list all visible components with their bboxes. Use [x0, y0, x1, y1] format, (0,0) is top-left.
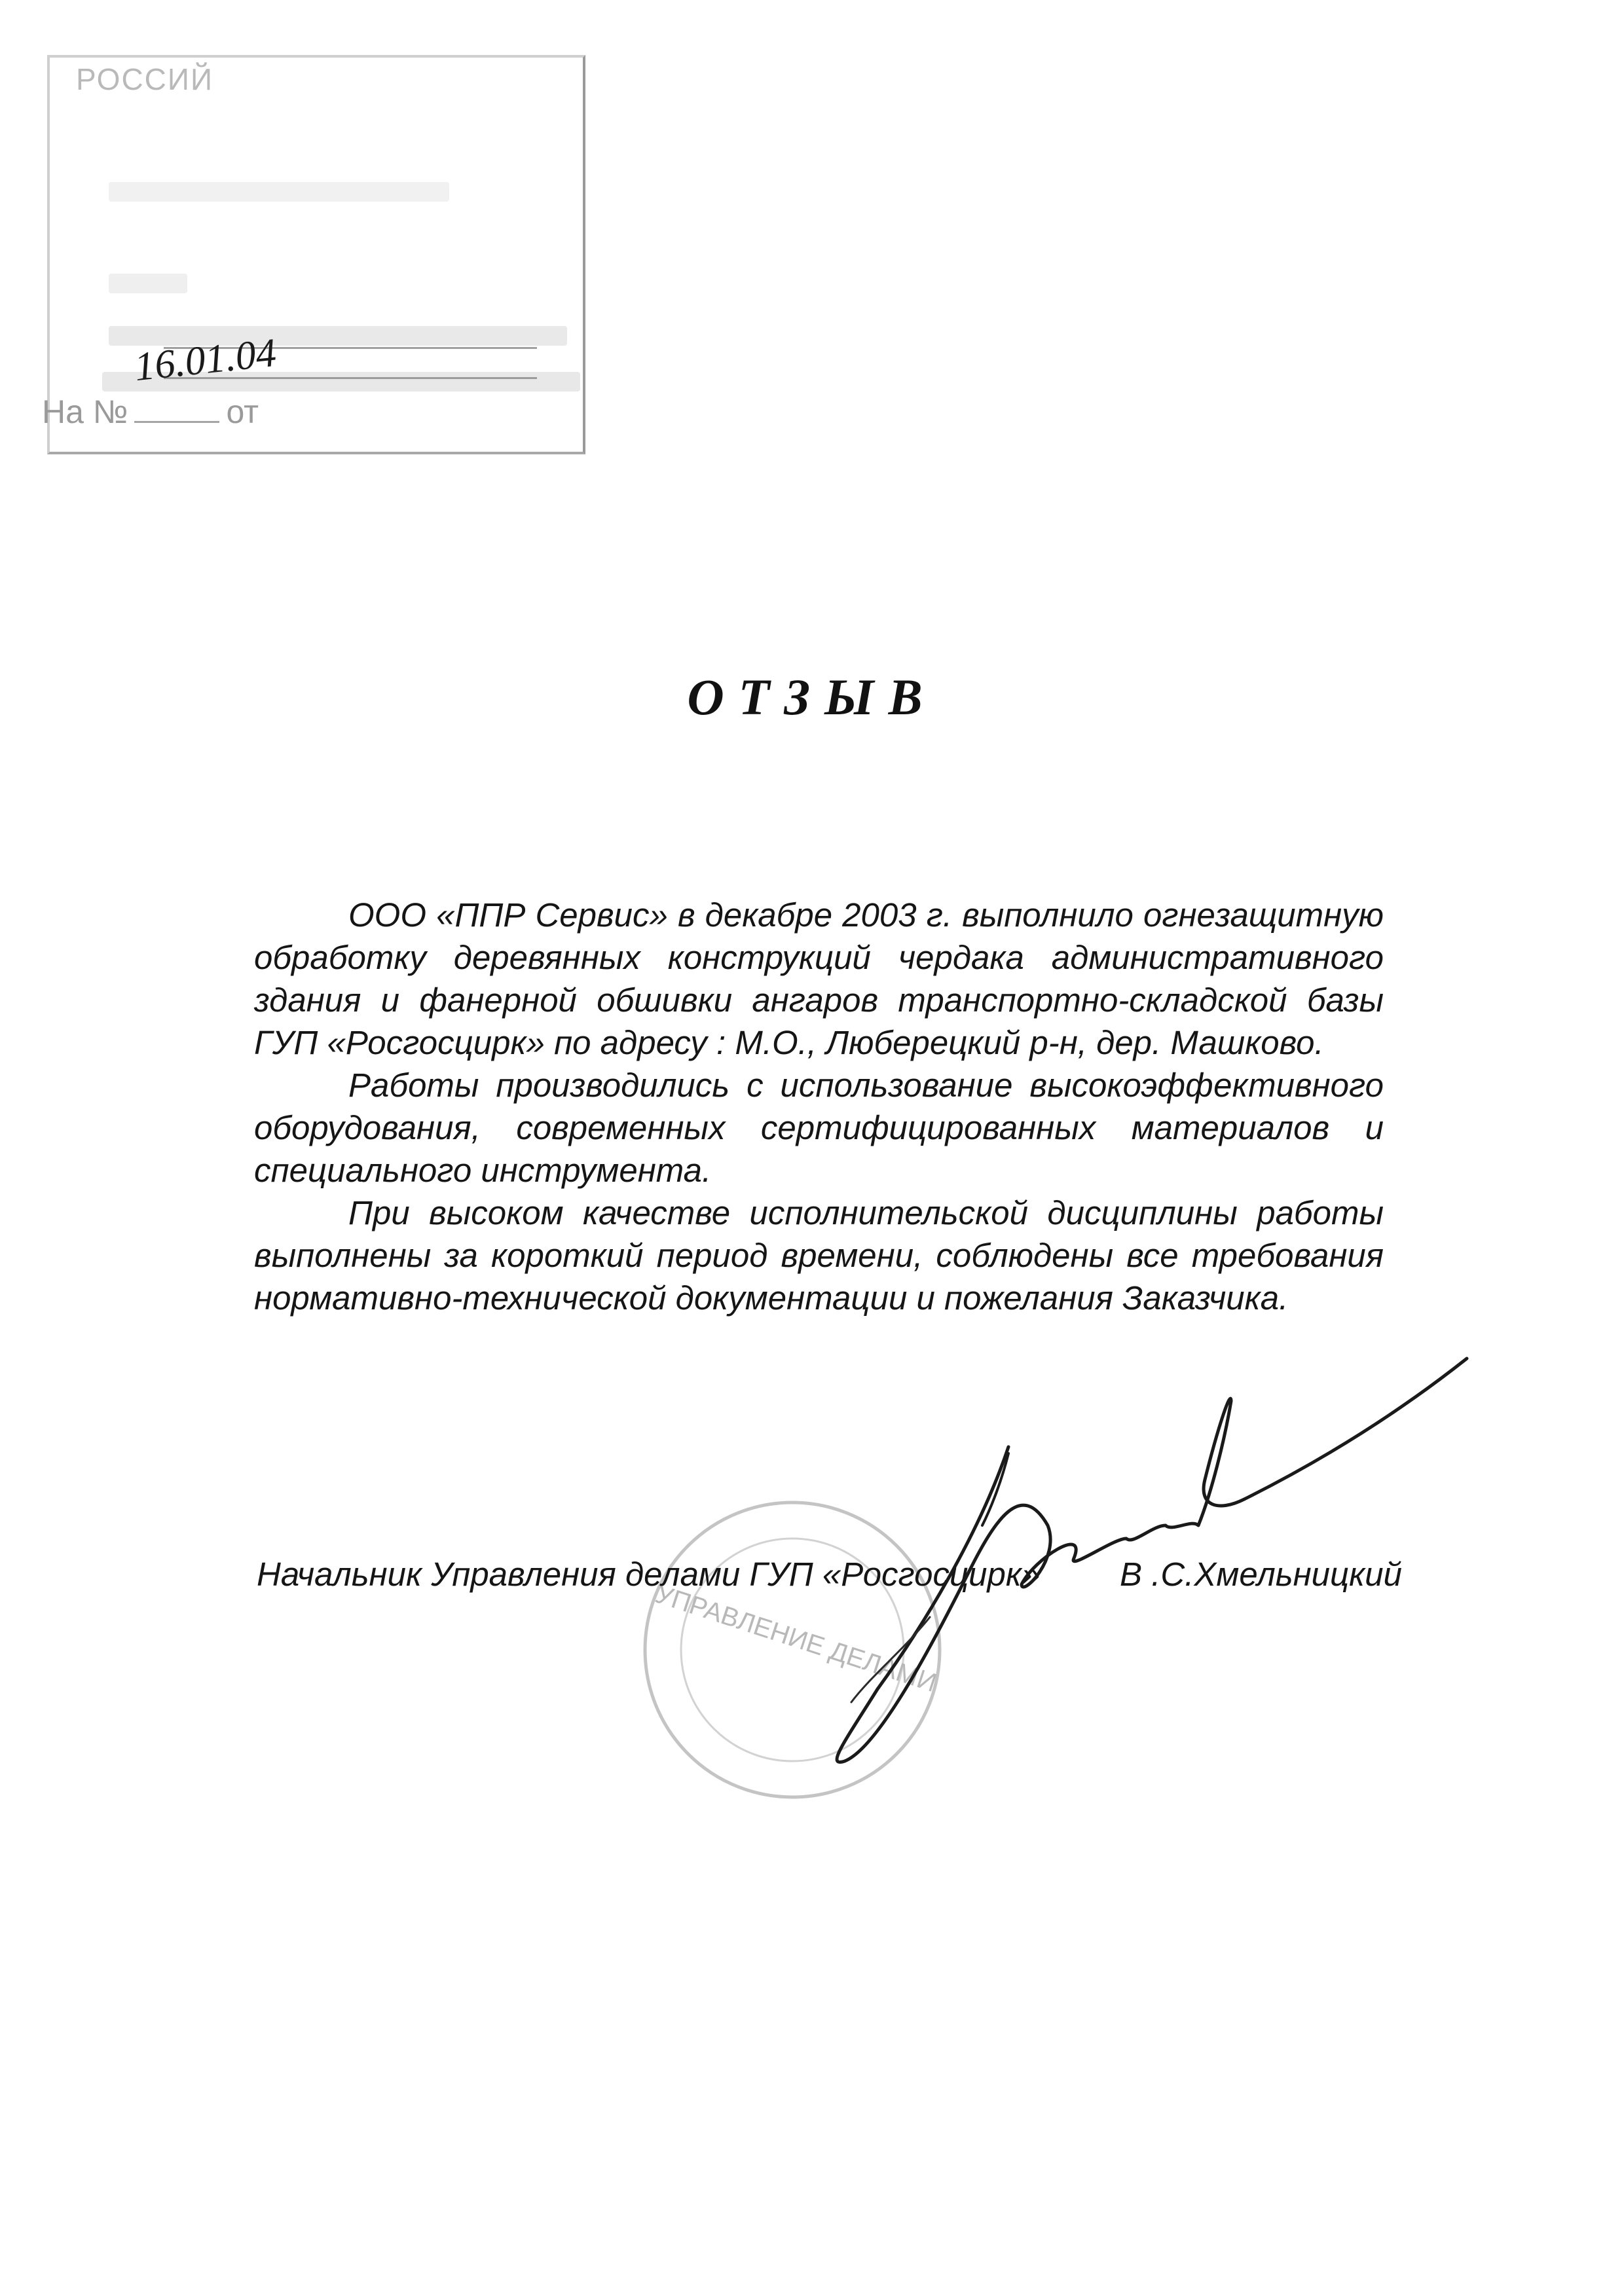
handwritten-date: 16.01.04 — [132, 330, 278, 390]
body-paragraph: При высоком качестве исполнительской дисциплины работы выполнены за короткий период времени, соблюдены все требования нормативно-технической документации и пожелания Заказчика. — [254, 1194, 1384, 1317]
reference-from-label: от — [226, 393, 259, 430]
letterhead-org-name: РОССИЙ — [76, 62, 214, 96]
seal-text: УПРАВЛЕНИЕ ДЕЛАМИ — [652, 1579, 940, 1698]
letterhead-faded-line — [109, 274, 187, 293]
document-body — [254, 894, 1384, 1319]
letterhead-reference — [42, 393, 259, 431]
signer-name: В .С.Хмельницкий — [1120, 1556, 1402, 1593]
document-title: ОТЗЫВ — [687, 668, 937, 725]
reference-number-label: На № — [42, 393, 128, 430]
official-seal — [638, 1496, 946, 1804]
body-paragraph: ООО «ППР Сервис» в декабре 2003 г. выполнило огнезащитную обработку деревянных конструкций чердака административного здания и фанерной обшивки ангаров транспортно-складской базы ГУП «Росгосцирк» по адресу : М.О., Люберецкий р-н, дер. Машково. — [254, 896, 1384, 1061]
reference-number-blank — [134, 421, 219, 423]
letterhead-faded-line — [109, 182, 449, 202]
signer-position: Начальник Управления делами ГУП «Росгосцирк» — [257, 1556, 1041, 1593]
body-paragraph: Работы производились с использование высокоэффективного оборудования, современных сертифицированных материалов и специального инструмента. — [254, 1066, 1384, 1189]
